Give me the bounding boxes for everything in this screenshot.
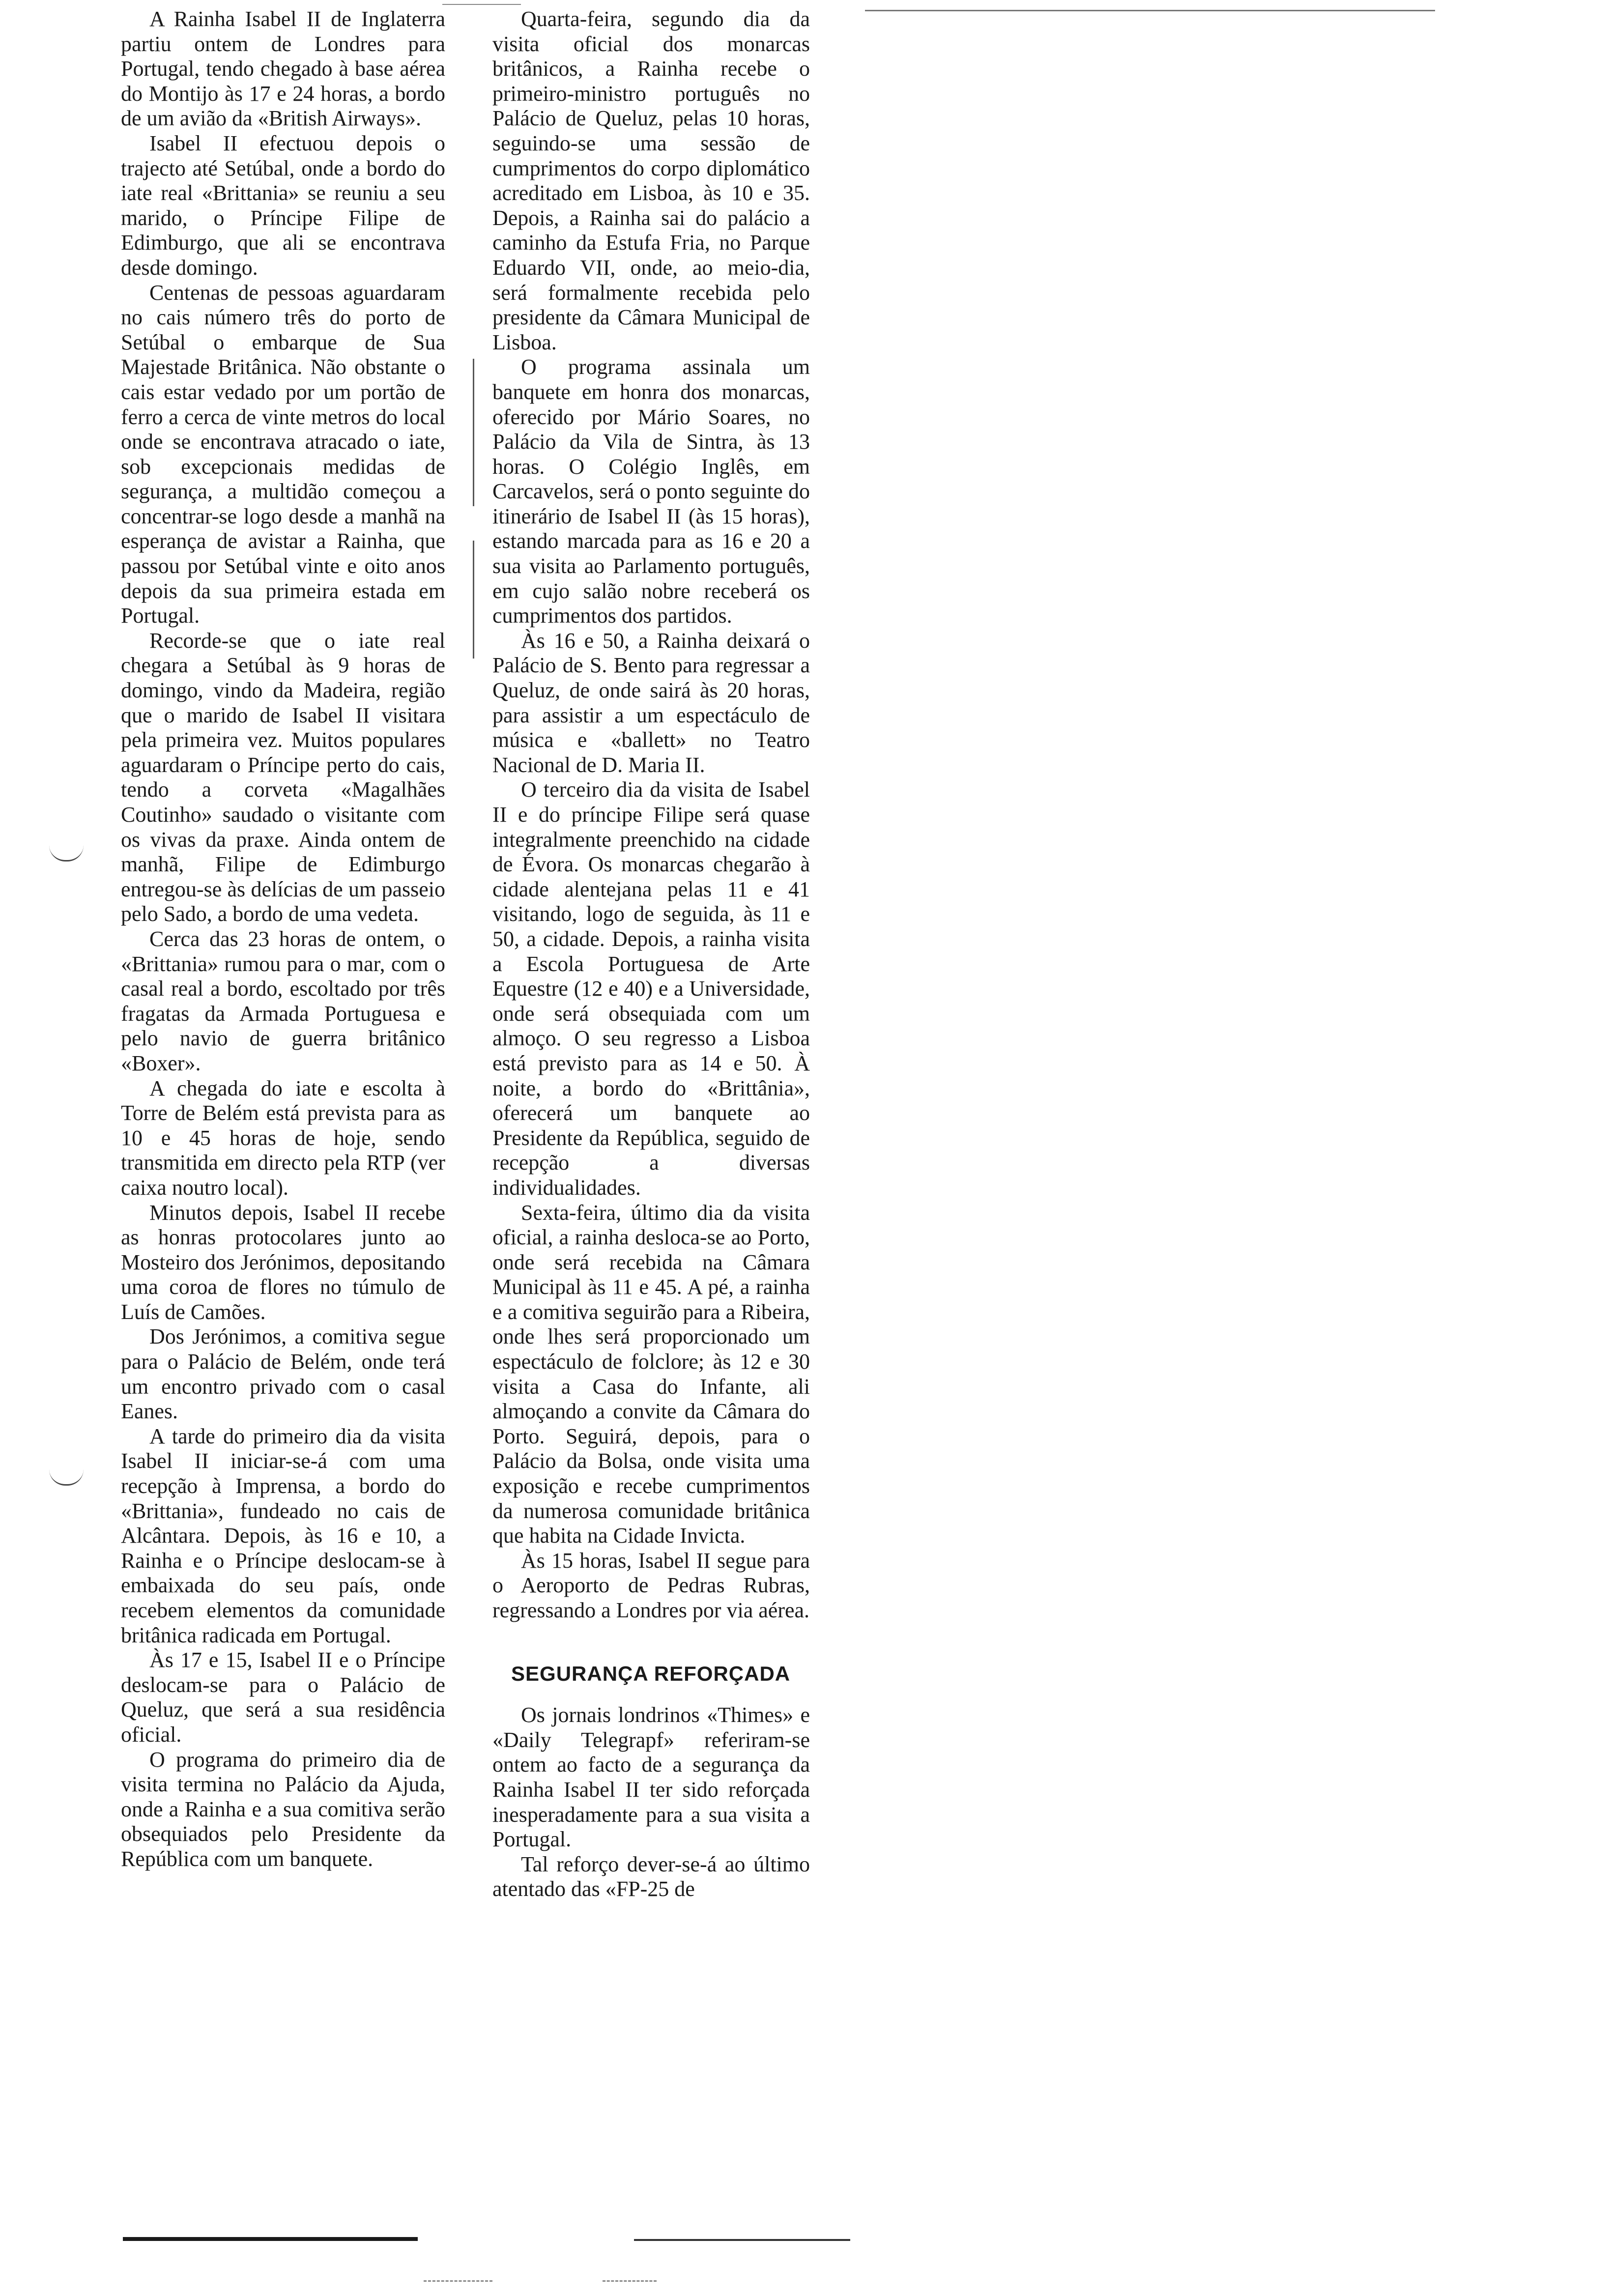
- scan-mark: [49, 1469, 84, 1486]
- column-divider: [473, 541, 474, 659]
- paragraph: A chegada do iate e escolta à Torre de Belém está prevista para as 10 e 45 horas de hoje, sendo transmitida em directo pela RTP (ver caixa noutro local).: [121, 1076, 445, 1200]
- paragraph: Dos Jerónimos, a comitiva segue para o Palácio de Belém, onde terá um encontro privado com o casal Eanes.: [121, 1324, 445, 1424]
- paragraph: Isabel II efectuou depois o trajecto até Setúbal, onde a bordo do iate real «Brittania» se reuniu a seu marido, o Príncipe Filipe de Edimburgo, que ali se encontrava desde domingo.: [121, 131, 445, 280]
- scan-mark: [49, 845, 84, 861]
- bottom-rule-left: [123, 2237, 418, 2241]
- article-column-1: [121, 7, 445, 1872]
- column-divider: [473, 359, 474, 506]
- paragraph: Sexta-feira, último dia da visita oficial, a rainha desloca-se ao Porto, onde será recebida na Câmara Municipal às 11 e 45. A pé, a rainha e a comitiva seguirão para a Ribeira, onde lhes será proporcionado um espectáculo de folclore; às 12 e 30 visita a Casa do Infante, ali almoçando a convite da Câmara do Porto. Seguirá, depois, para o Palácio da Bolsa, onde visita uma exposição e recebe cumprimentos da numerosa comunidade britânica que habita na Cidade Invicta.: [492, 1200, 810, 1548]
- paragraph: Minutos depois, Isabel II recebe as honras protocolares junto ao Mosteiro dos Jerónimos, depositando uma coroa de flores no túmulo de Luís de Camões.: [121, 1200, 445, 1324]
- paragraph: A Rainha Isabel II de Inglaterra partiu ontem de Londres para Portugal, tendo chegado à base aérea do Montijo às 17 e 24 horas, a bordo de um avião da «British Airways».: [121, 7, 445, 131]
- paragraph: Tal reforço dever-se-á ao último atentado das «FP-25 de: [492, 1852, 810, 1901]
- paragraph: Centenas de pessoas aguardaram no cais número três do porto de Setúbal o embarque de Sua Majestade Britânica. Não obstante o cais estar vedado por um portão de ferro a cerca de vinte metros do local onde se encontrava atracado o iate, sob excepcionais medidas de segurança, a multidão começou a concentrar-se logo desde a manhã na esperança de avistar a Rainha, que passou por Setúbal vinte e oito anos depois da sua primeira estada em Portugal.: [121, 280, 445, 628]
- paragraph: Às 17 e 15, Isabel II e o Príncipe deslocam-se para o Palácio de Queluz, que será a sua residência oficial.: [121, 1648, 445, 1747]
- top-rule-right: [865, 10, 1435, 11]
- bottom-rule-right: [634, 2239, 850, 2241]
- paragraph: Quarta-feira, segundo dia da visita oficial dos monarcas britânicos, a Rainha recebe o primeiro-ministro português no Palácio de Queluz, pelas 10 horas, seguindo-se uma sessão de cumprimentos do corpo diplomático acreditado em Lisboa, às 10 e 35. Depois, a Rainha sai do palácio a caminho da Estufa Fria, no Parque Eduardo VII, onde, ao meio-dia, será formalmente recebida pelo presidente da Câmara Municipal de Lisboa.: [492, 7, 810, 354]
- paragraph: A tarde do primeiro dia da visita Isabel II iniciar-se-á com uma recepção à Imprensa, a bordo do «Brittania», fundeado no cais de Alcântara. Depois, às 16 e 10, a Rainha e o Príncipe deslocam-se à embaixada do seu país, onde recebem elementos da comunidade britânica radicada em Portugal.: [121, 1424, 445, 1647]
- paragraph: O programa do primeiro dia de visita termina no Palácio da Ajuda, onde a Rainha e a sua comitiva serão obsequiados pelo Presidente da República com um banquete.: [121, 1747, 445, 1871]
- paragraph: Recorde-se que o iate real chegara a Setúbal às 9 horas de domingo, vindo da Madeira, região que o marido de Isabel II visitara pela primeira vez. Muitos populares aguardaram o Príncipe perto do cais, tendo a corveta «Magalhães Coutinho» saudado o visitante com os vivas da praxe. Ainda ontem de manhã, Filipe de Edimburgo entregou-se às delícias de um passeio pelo Sado, a bordo de uma vedeta.: [121, 628, 445, 926]
- paragraph: Os jornais londrinos «Thimes» e «Daily Telegrapf» referiram-se ontem ao facto de a segurança da Rainha Isabel II ter sido reforçada inesperadamente para a sua visita a Portugal.: [492, 1703, 810, 1852]
- scan-mark: [603, 2280, 657, 2282]
- paragraph: Às 16 e 50, a Rainha deixará o Palácio de S. Bento para regressar a Queluz, de onde sairá às 20 horas, para assistir a um espectáculo de música e «ballett» no Teatro Nacional de D. Maria II.: [492, 628, 810, 777]
- top-rule-left: [442, 4, 521, 5]
- paragraph: Às 15 horas, Isabel II segue para o Aeroporto de Pedras Rubras, regressando a Londres por via aérea.: [492, 1548, 810, 1622]
- section-subheading: SEGURANÇA REFORÇADA: [511, 1662, 791, 1685]
- scan-mark: [424, 2280, 492, 2282]
- paragraph: Cerca das 23 horas de ontem, o «Brittania» rumou para o mar, com o casal real a bordo, escoltado por três fragatas da Armada Portuguesa e pelo navio de guerra britânico «Boxer».: [121, 926, 445, 1075]
- paragraph: O terceiro dia da visita de Isabel II e do príncipe Filipe será quase integralmente preenchido na cidade de Évora. Os monarcas chegarão à cidade alentejana pelas 11 e 41 visitando, logo de seguida, às 11 e 50, a cidade. Depois, a rainha visita a Escola Portuguesa de Arte Equestre (12 e 40) e a Universidade, onde será obsequiada com um almoço. O seu regresso a Lisboa está previsto para as 14 e 50. À noite, a bordo do «Brittânia», oferecerá um banquete ao Presidente da República, seguido de recepção a diversas individualidades.: [492, 777, 810, 1200]
- article-column-2: [492, 7, 810, 1902]
- paragraph: O programa assinala um banquete em honra dos monarcas, oferecido por Mário Soares, no Palácio da Vila de Sintra, às 13 horas. O Colégio Inglês, em Carcavelos, será o ponto seguinte do itinerário de Isabel II (às 15 horas), estando marcada para as 16 e 20 a sua visita ao Parlamento português, em cujo salão nobre receberá os cumprimentos dos partidos.: [492, 355, 810, 628]
